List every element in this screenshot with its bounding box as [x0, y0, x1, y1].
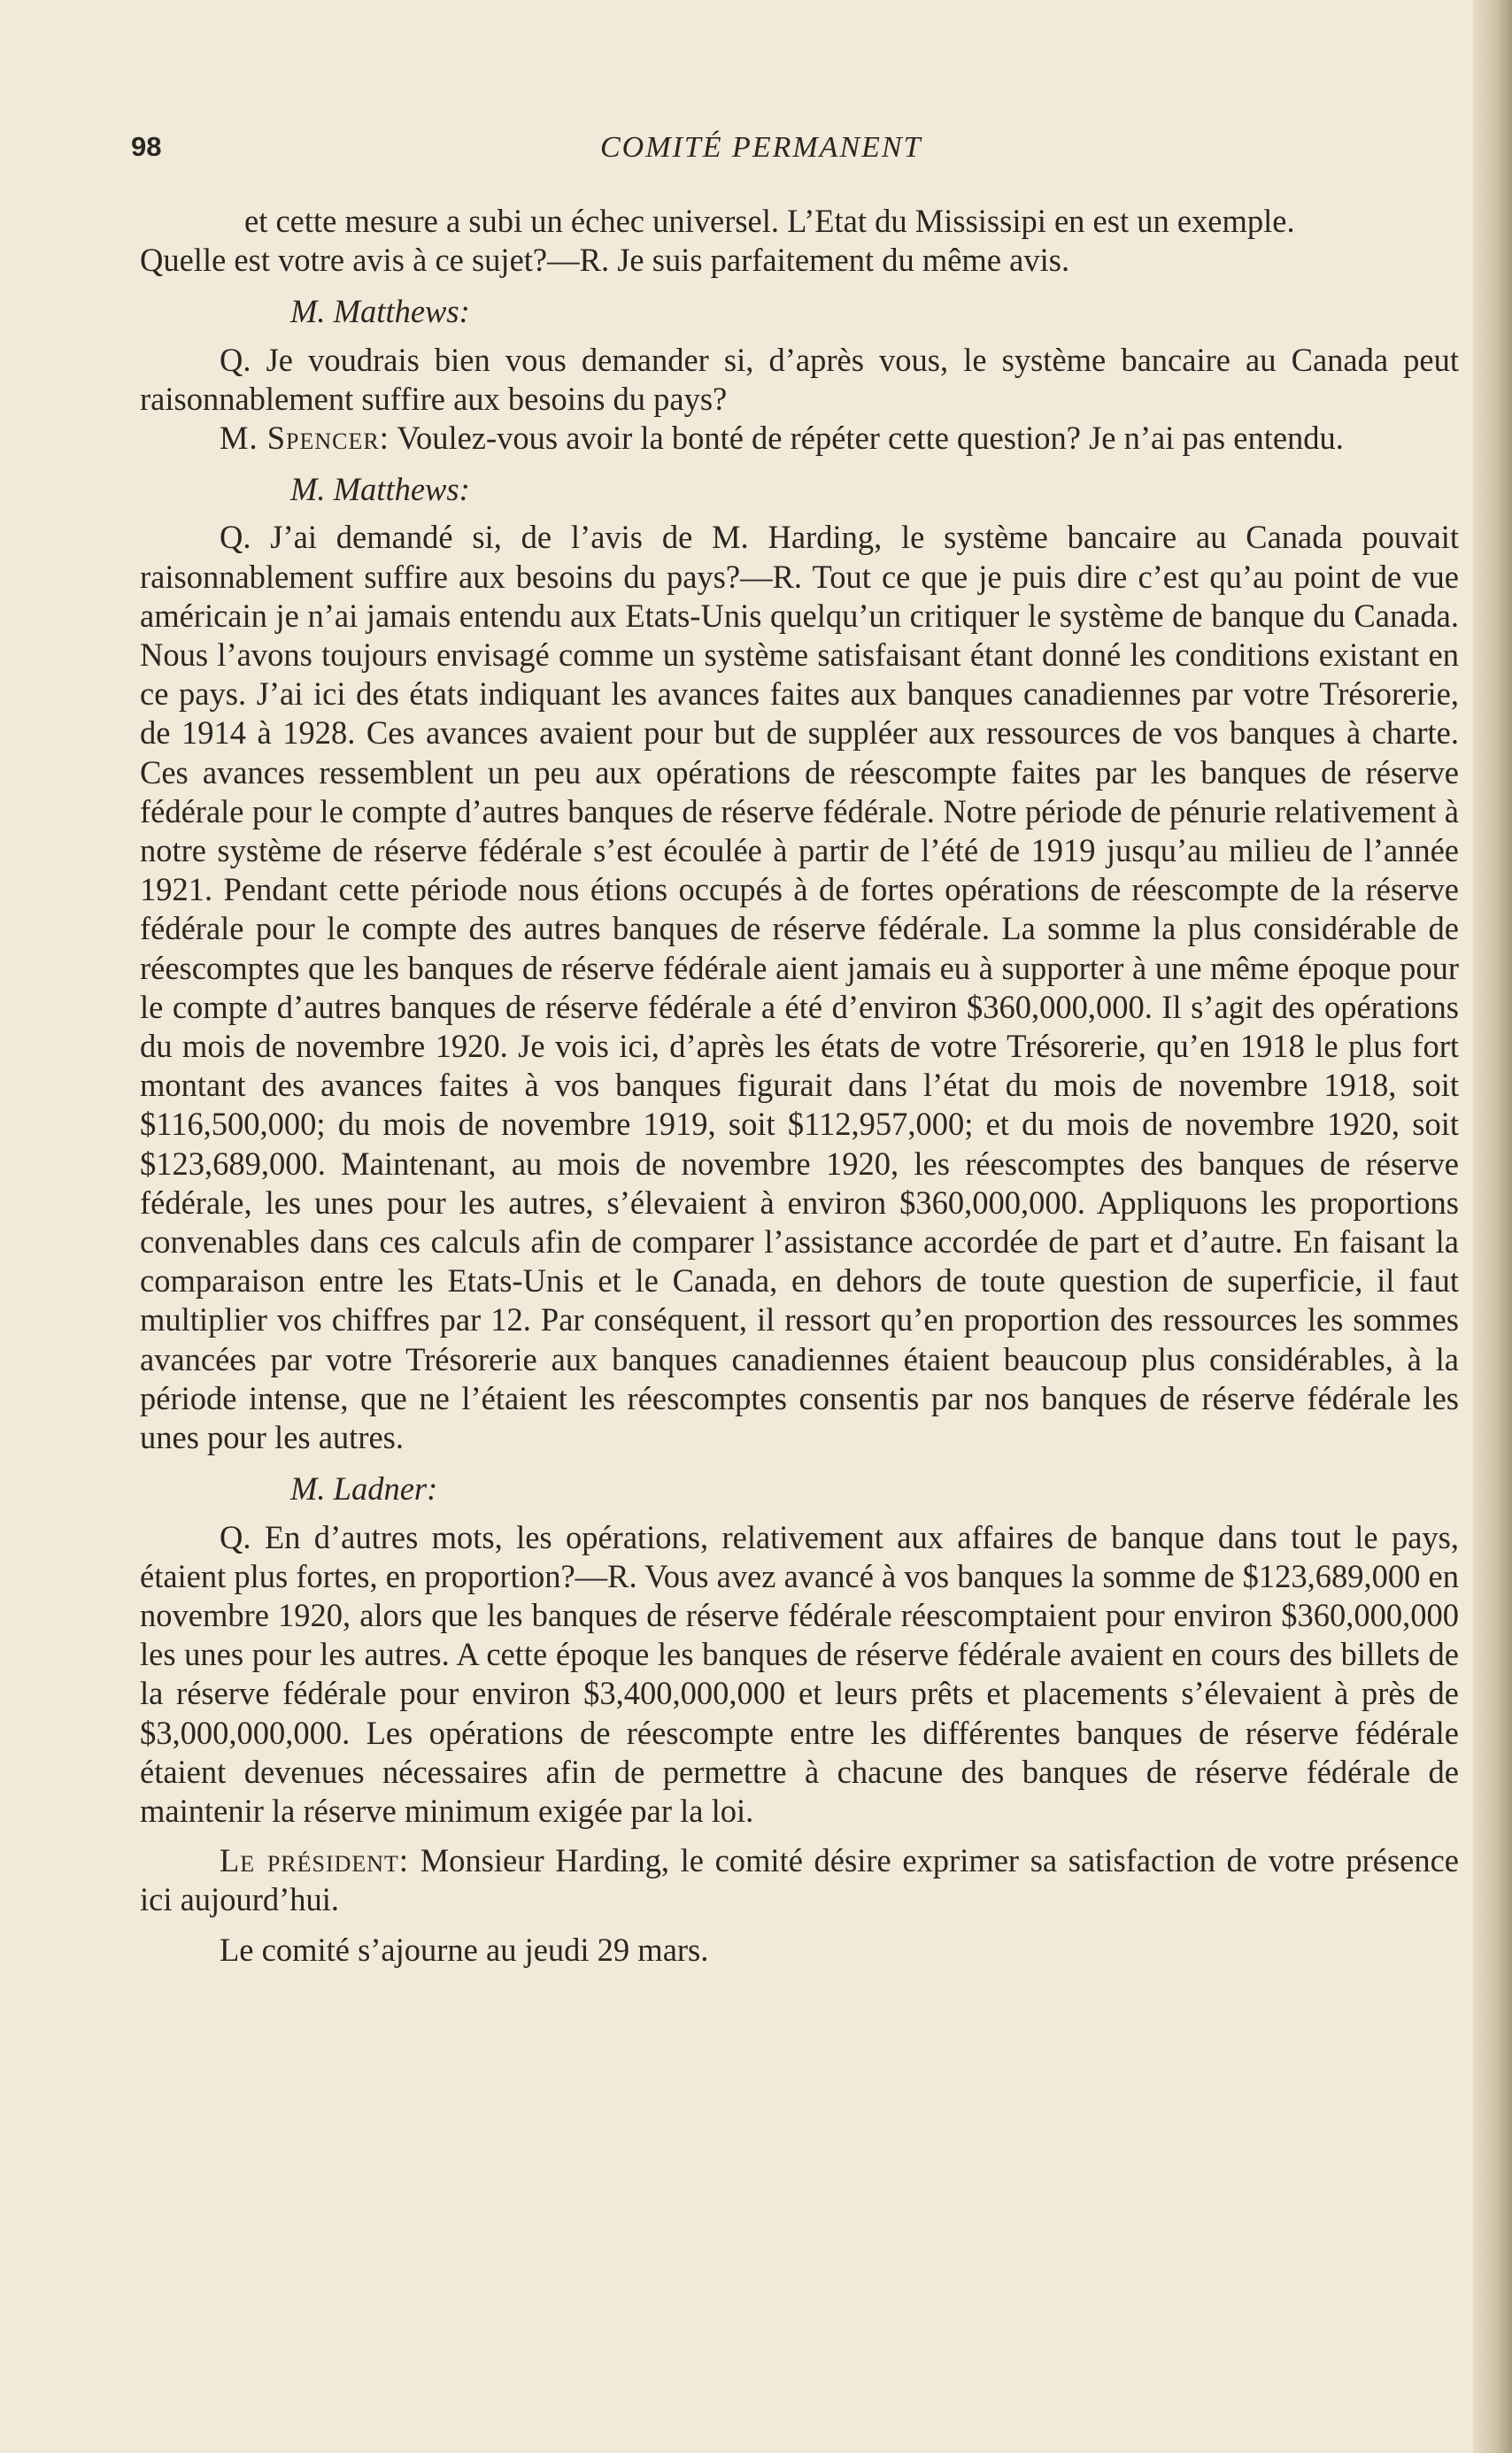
speaker-heading-matthews-2: M. Matthews: — [290, 471, 470, 508]
president-remark: Monsieur Harding, le comité désire exprimer sa satisfaction de votre présence ici aujourd’hui. — [140, 1842, 1460, 1918]
speaker-name-spencer: M. Spencer: — [220, 420, 390, 457]
speaker-heading-matthews-1: M. Matthews: — [290, 293, 470, 330]
page-number: 98 — [131, 131, 162, 162]
paragraph-answer: Quelle est votre avis à ce sujet?—R. Je suis parfaitement du même avis. — [140, 242, 1070, 279]
spencer-remark: Voulez-vous avoir la bonté de répéter cette question? Je n’ai pas entendu. — [389, 420, 1344, 457]
page-edge-shadow — [1473, 0, 1512, 2453]
page-body — [140, 202, 1459, 1970]
paragraph-president — [140, 1841, 1459, 1919]
speaker-name-president: Le président: — [220, 1842, 410, 1879]
paragraph-question-2: Q. J’ai demandé si, de l’avis de M. Harding, le système bancaire au Canada pouvait raisonnablement suffire aux besoins du pays?—R. Tout ce que je puis dire c’est qu’au point de vue américain je n’ai jamais entendu aux Etats-Unis quelqu’un critiquer le système de banque du Canada. Nous l’avons toujours envisagé comme un système satisfaisant étant donné les conditions existant en ce pays. J’ai ici des états indiquant les avances faites aux banques canadiennes par votre Trésorerie, de 1914 à 1928. Ces avances avaient pour but de suppléer aux ressources de vos banques à charte. Ces avances ressemblent un peu aux opérations de réescompte faites par les banques de réserve fédérale pour le compte d’autres banques de réserve fédérale. Notre période de pénurie relativement à notre système de réserve fédérale s’est écoulée à partir de l’été de 1919 jusqu’au milieu de l’année 1921. Pendant cette période nous étions occupés à de fortes opérations de réescompte de la réserve fédérale pour le compte des autres banques de réserve fédérale. La somme la plus considérable de réescomptes que les banques de réserve fédérale aient jamais eu à supporter à une même époque pour le compte d’autres banques de réserve fédérale a été d’environ $360,000,000. Il s’agit des opérations du mois de novembre 1920. Je vois ici, d’après les états de votre Trésorerie, qu’en 1918 le plus fort montant des avances faites à vos banques figurait dans l’état du mois de novembre 1918, soit $116,500,000; du mois de novembre 1919, soit $112,957,000; et du mois de novembre 1920, soit $123,689,000. Maintenant, au mois de novembre 1920, les réescomptes des banques de réserve fédérale, les unes pour les autres, s’élevaient à environ $360,000,000. Appliquons les proportions convenables dans ces calculs afin de comparer l’assistance accordée de part et d’autre. En faisant la comparaison entre les Etats-Unis et le Canada, en dehors de toute question de superficie, il faut multiplier vos chiffres par 12. Par conséquent, il ressort qu’en proportion des ressources les sommes avancées par votre Trésorerie aux banques canadiennes étaient beaucoup plus considérables, à la période intense, que ne l’étaient les réescomptes consentis par nos banques de réserve fédérale les unes pour les autres. — [140, 519, 1459, 1456]
paragraph-continuation: et cette mesure a subi un échec universel. L’Etat du Mississipi en est un exemple. — [244, 203, 1295, 239]
paragraph-adjournment: Le comité s’ajourne au jeudi 29 mars. — [220, 1931, 709, 1968]
paragraph-question-3: Q. En d’autres mots, les opérations, relativement aux affaires de banque dans tout le pays, étaient plus fortes, en proportion?—R. Vous avez avancé à vos banques la somme de $123,689,000 en novembre 1920, alors que les banques de réserve fédérale réescomptaient pour environ $360,000,000 les unes pour les autres. A cette époque les banques de réserve fédérale avaient en cours des billets de la réserve fédérale pour environ $3,400,000,000 et leurs prêts et placements s’élevaient à près de $3,000,000,000. Les opérations de réescompte entre les différentes banques de réserve fédérale étaient devenues nécessaires afin de permettre à chacune des banques de réserve fédérale de maintenir la réserve minimum exigée par la loi. — [140, 1518, 1459, 1829]
running-title: COMITÉ PERMANENT — [600, 131, 922, 164]
paragraph-spencer — [140, 419, 1459, 458]
paragraph-question-1: Q. Je voudrais bien vous demander si, d’après vous, le système bancaire au Canada peut raisonnablement suffire aux besoins du pays? — [140, 341, 1459, 417]
page-header — [131, 131, 999, 175]
speaker-heading-ladner: M. Ladner: — [290, 1470, 438, 1508]
